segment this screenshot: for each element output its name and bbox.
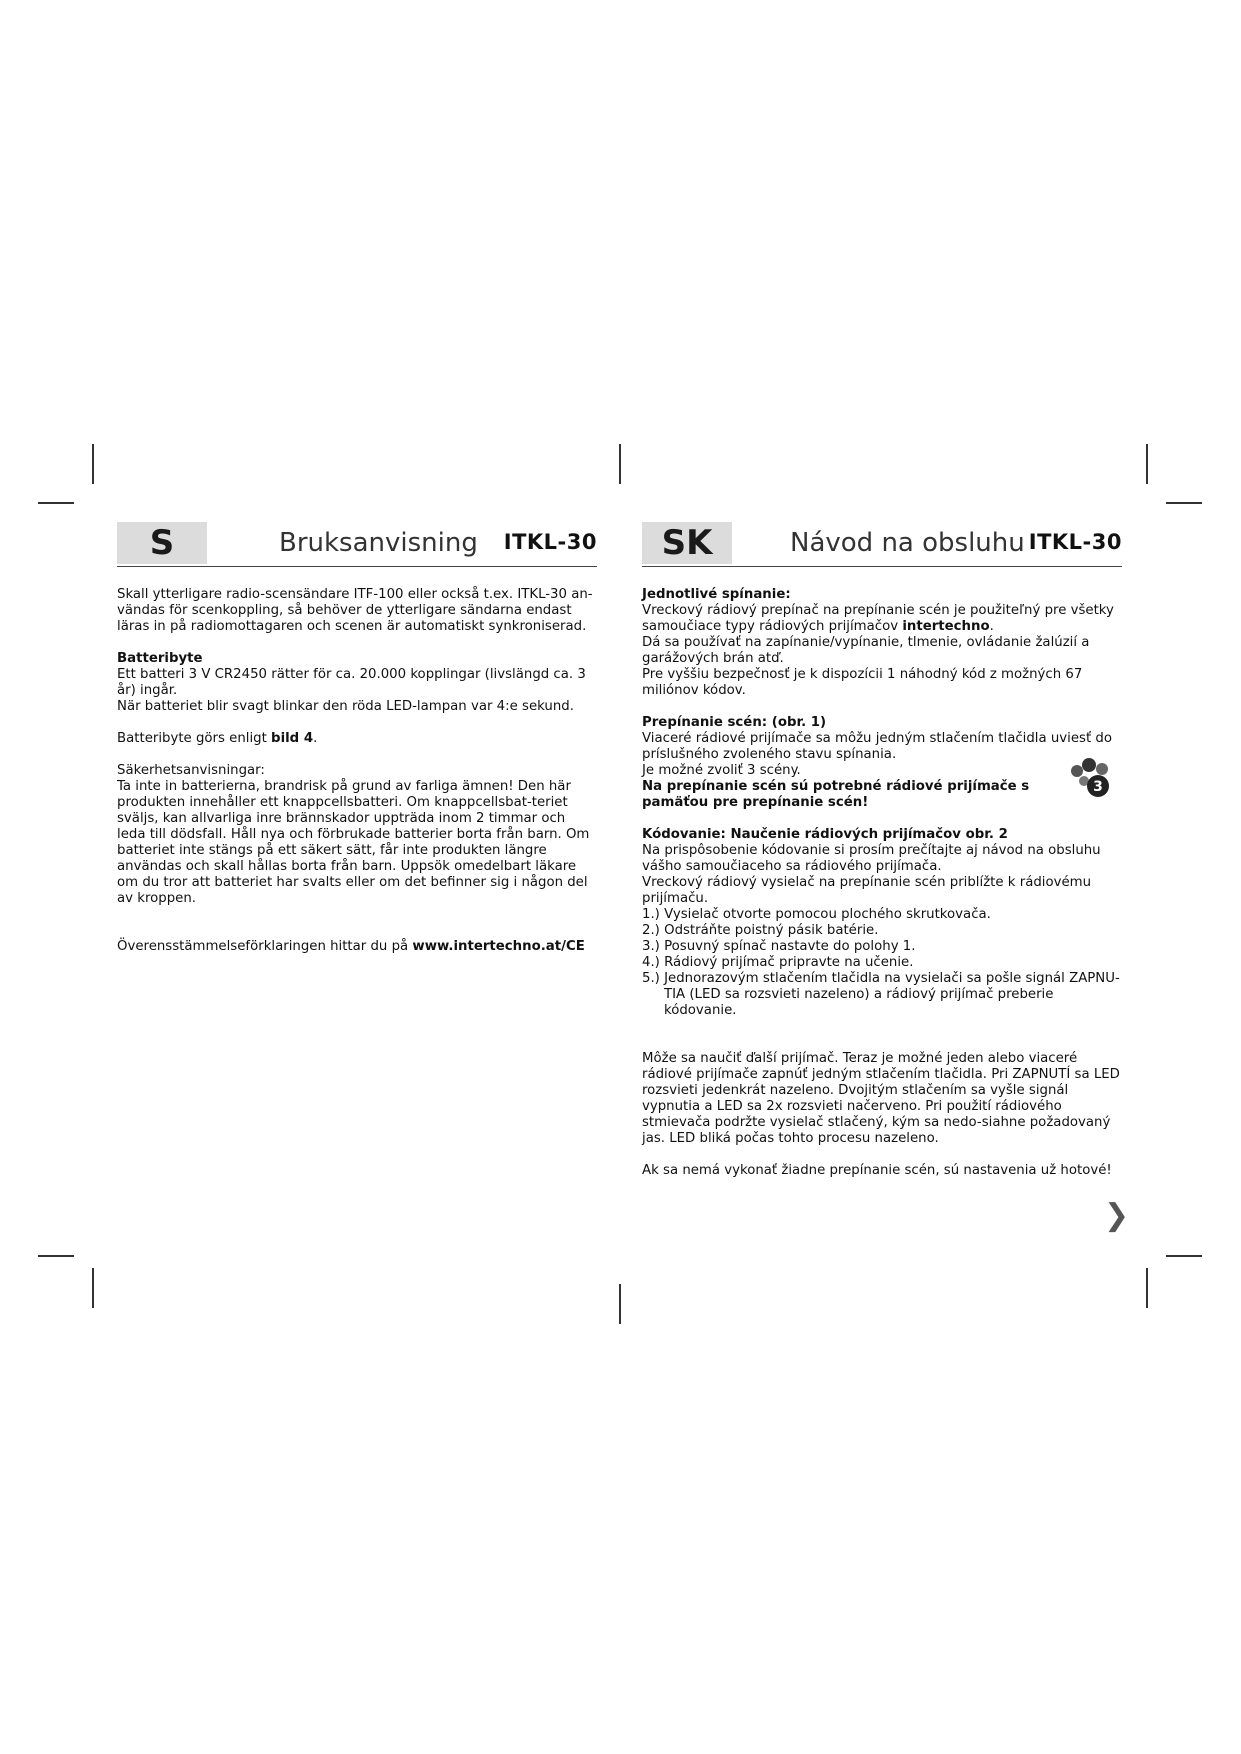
language-badge: S xyxy=(117,522,207,564)
crop-mark xyxy=(1146,1268,1148,1308)
model-number: ITKL-30 xyxy=(1028,530,1122,554)
page-slovak xyxy=(642,522,1122,1179)
safety-text: Ta inte in batterierna, brandrisk på grund av farliga ämnen! Den här produkten innehåller ett knappcellsbatteri. Om knappcellsbat-teriet sväljs, kan allvarliga inre brännskador uppträda inom 2 timmar och leda till dödsfall. Håll nya och förbrukade batterier borta från barn. Om batteriet inte stängs på ett säkert sätt, får inte produkten längre användas och skall hållas borta från barn. Uppsök omedelbart läkare om du tror att batteriet har svalts eller om det befinner sig i någon del av kroppen. xyxy=(117,779,590,906)
brand-name: intertechno xyxy=(902,619,990,634)
page-content xyxy=(642,587,1122,1179)
section-text: Pre vyššiu bezpečnosť je k dispozícii 1 náhodný kód z možných 67 miliónov kódov. xyxy=(642,667,1083,698)
battery-change-text: Batteribyte görs enligt bild 4. xyxy=(117,731,318,746)
section-text: Vreckový rádiový vysielač na prepínanie scén priblížte k rádiovému prijímaču. xyxy=(642,875,1092,906)
section-heading: Jednotlivé spínanie: xyxy=(642,587,791,602)
section-text: Môže sa naučiť ďalší prijímač. Teraz je možné jeden alebo viaceré rádiové prijímače zapnúť jedným stlačením tlačidla. Pri ZAPNUTÍ sa LED rozsvieti jedenkrát nazeleno. Dvojitým stlačením sa vyšle signál vypnutia a LED sa 2x rozsvieti načerveno. Pri použití rádiového stmievača podržte vysielač stlačený, kým sa nedo-siahne požadovaný jas. LED bliká počas tohto procesu nazeleno. xyxy=(642,1051,1120,1146)
scene-note xyxy=(642,763,1122,811)
crop-mark xyxy=(619,444,621,484)
steps-list xyxy=(642,907,1122,1019)
scene-memory-icon xyxy=(1068,757,1120,801)
page-swedish xyxy=(117,522,597,955)
page-title: Návod na obsluhu xyxy=(790,528,1025,558)
section-heading: Prepínanie scén: (obr. 1) xyxy=(642,715,827,730)
crop-mark xyxy=(1146,444,1148,484)
battery-text: När batteriet blir svagt blinkar den röda LED-lampan var 4:e sekund. xyxy=(117,699,574,714)
conformity-text: Överensstämmelseförklaringen hittar du på www.intertechno.at/CE xyxy=(117,939,585,954)
step-item: 2.) Odstráňte poistný pásik batérie. xyxy=(642,923,879,938)
step-item: 3.) Posuvný spínač nastavte do polohy 1. xyxy=(642,939,916,954)
crop-mark xyxy=(1166,1255,1202,1257)
step-item: 5.) Jednorazovým stlačením tlačidla na vysielači sa pošle signál ZAPNU-TIA (LED sa rozsvieti nazeleno) a rádiový prijímač preberie kódovanie. xyxy=(642,971,1120,1018)
step-item: 1.) Vysielač otvorte pomocou plochého skrutkovača. xyxy=(642,907,991,922)
step-item: 4.) Rádiový prijímač pripravte na učenie. xyxy=(642,955,914,970)
crop-mark xyxy=(38,1255,74,1257)
crop-mark xyxy=(1166,502,1202,504)
scene-count-label: 3 xyxy=(1093,779,1103,795)
page-header xyxy=(642,522,1122,567)
section-text: Je možné zvoliť 3 scény. xyxy=(642,763,801,778)
intro-paragraph: Skall ytterligare radio-scensändare ITF-100 eller också t.ex. ITKL-30 an-vändas för scenkoppling, så behöver de ytterligare sändarna endast läras in på radiomottagaren och scenen är automatiskt synkroniserad. xyxy=(117,587,593,634)
safety-heading: Säkerhetsanvisningar: xyxy=(117,763,265,778)
page-header xyxy=(117,522,597,567)
final-note: Ak sa nemá vykonať žiadne prepínanie scén, sú nastavenia už hotové! xyxy=(642,1163,1112,1178)
next-page-arrow-icon[interactable]: ❯ xyxy=(1104,1198,1130,1233)
page-content xyxy=(117,587,597,955)
crop-mark xyxy=(619,1284,621,1324)
section-text: Na prispôsobenie kódovanie si prosím prečítajte aj návod na obsluhu vášho samoučiaceho sa rádiového prijímača. xyxy=(642,843,1101,874)
section-heading: Kódovanie: Naučenie rádiových prijímačov obr. 2 xyxy=(642,827,1008,842)
crop-mark xyxy=(92,444,94,484)
battery-text: Ett batteri 3 V CR2450 rätter för ca. 20.000 kopplingar (livslängd ca. 3 år) ingår. xyxy=(117,667,586,698)
model-number: ITKL-30 xyxy=(503,530,597,554)
section-text: Vreckový rádiový prepínač na prepínanie scén je použiteľný pre všetky samoučiace typy rádiových prijímačov intertechno. xyxy=(642,603,1114,634)
section-text: Viaceré rádiové prijímače sa môžu jedným stlačením tlačidla uviesť do príslušného zvoleného stavu spínania. xyxy=(642,731,1112,762)
scene-warning: Na prepínanie scén sú potrebné rádiové prijímače s pamäťou pre prepínanie scén! xyxy=(642,779,1030,810)
crop-mark xyxy=(38,502,74,504)
figure-reference: bild 4 xyxy=(271,731,314,746)
conformity-link[interactable]: www.intertechno.at/CE xyxy=(412,939,585,954)
page-title: Bruksanvisning xyxy=(279,528,478,558)
section-text: Dá sa používať na zapínanie/vypínanie, tlmenie, ovládanie žalúzií a garážových brán atď. xyxy=(642,635,1090,666)
language-badge: SK xyxy=(642,522,732,564)
crop-mark xyxy=(92,1268,94,1308)
battery-heading: Batteribyte xyxy=(117,651,203,666)
